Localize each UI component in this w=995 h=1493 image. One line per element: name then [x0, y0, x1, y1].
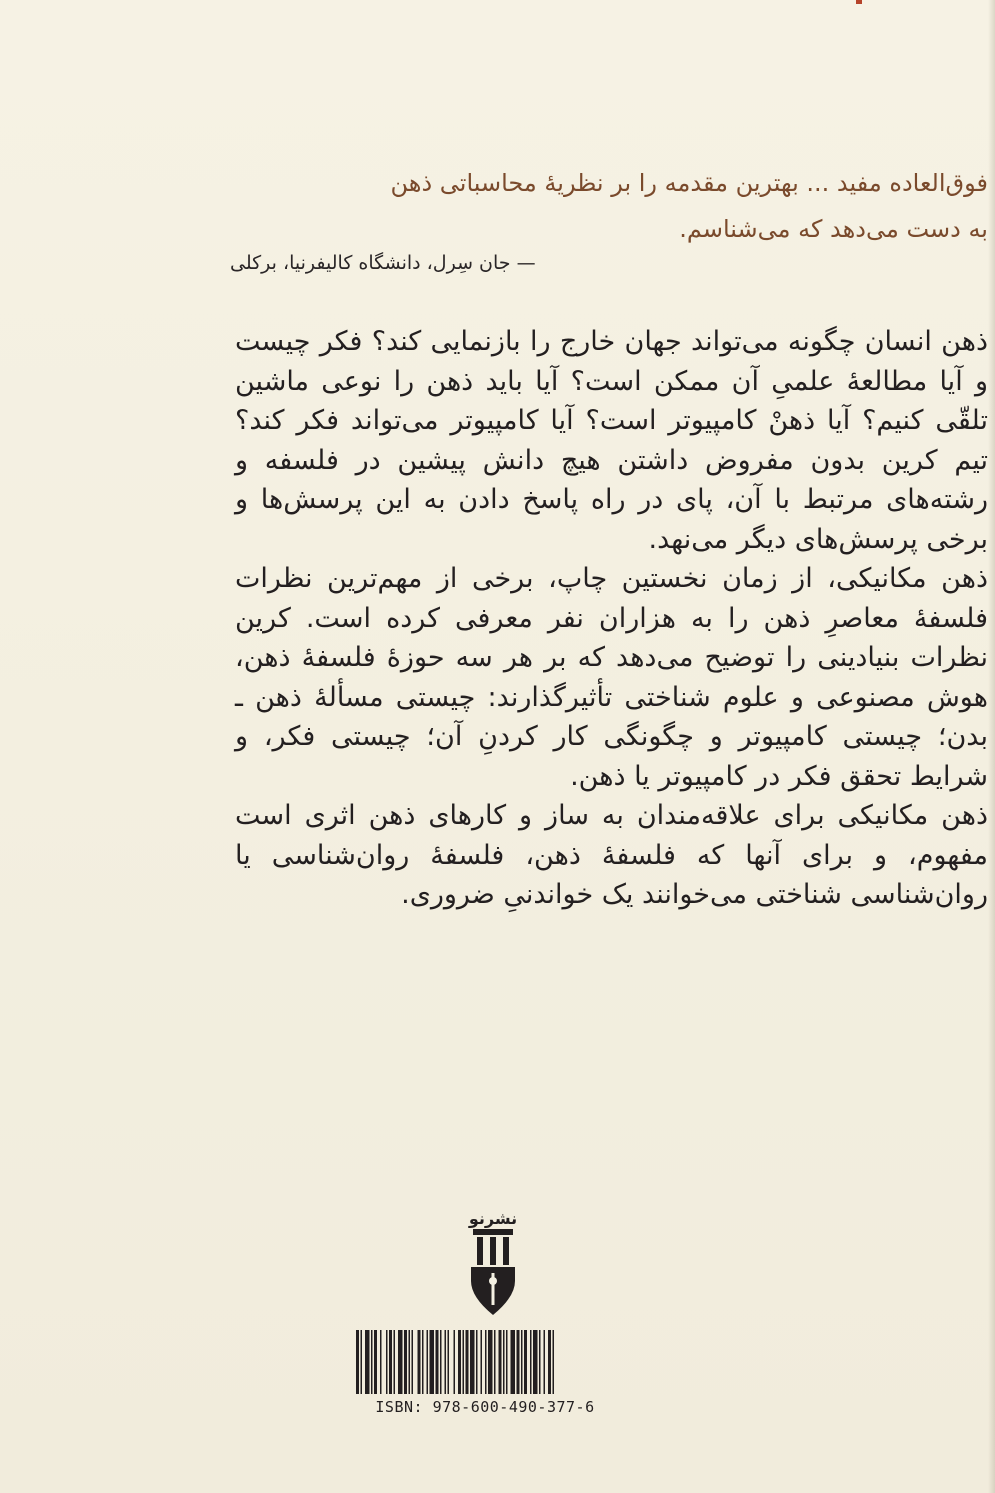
publisher-logo	[453, 1209, 533, 1319]
quote-attribution: — جان سِرل، دانشگاه کالیفرنیا، برکلی	[230, 252, 536, 274]
blurb-line-1: فوق‌العاده مفید ... بهترین مقدمه را بر نظریهٔ محاسباتی ذهن	[390, 169, 988, 197]
barcode-bar	[481, 1330, 483, 1394]
barcode-bar	[361, 1330, 363, 1394]
description-paragraph-1: ذهن انسان چگونه می‌تواند جهان خارج را بازنمایی کند؟ فکر چیست و آیا مطالعهٔ علمیِ آن ممکن است؟ آیا باید ذهن را نوعی ماشین تلقّی کنیم؟ آیا ذهنْ کامپیوتر است؟ آیا کامپیوتر می‌تواند فکر کند؟ تیم کرین بدون مفروض داشتن هیچ دانش پیشین در فلسفه و رشته‌های مرتبط با آن، پای در راه پاسخ دادن به این پرسش‌ها و برخی پرسش‌های دیگر می‌نهد.	[235, 326, 988, 555]
barcode-bar	[548, 1330, 551, 1394]
barcode-bar	[544, 1330, 546, 1394]
barcode-bar	[553, 1330, 555, 1394]
barcode-bar	[463, 1330, 465, 1394]
barcode-bar	[394, 1330, 396, 1394]
barcode-bar	[488, 1330, 493, 1394]
description-paragraph-2: ذهن مکانیکی، از زمان نخستین چاپ، برخی از مهم‌ترین نظرات فلسفهٔ معاصرِ ذهن را به هزاران نفر معرفی کرده است. کرین نظرات بنیادینی را توضیح می‌دهد که بر هر سه حوزهٔ فلسفهٔ ذهن، هوش مصنوعی و علوم شناختی تأثیرگذارند: چیستی مسألهٔ ذهن ـ بدن؛ چیستی کامپیوتر و چگونگی کار کردنِ آن؛ چیستی فکر، و شرایط تحقق فکر در کامپیوتر یا ذهن.	[235, 563, 988, 792]
barcode-bar	[466, 1330, 469, 1394]
barcode-bar	[436, 1330, 439, 1394]
barcode-bar	[503, 1330, 505, 1394]
barcode-bar	[494, 1330, 496, 1394]
publisher-name: نشرنو	[468, 1209, 518, 1228]
barcode-bar	[524, 1330, 527, 1394]
barcode-bar	[398, 1330, 403, 1394]
barcode-bar	[422, 1330, 424, 1394]
barcode-bar	[445, 1330, 447, 1394]
blurb-quote	[235, 160, 988, 252]
barcode-bar	[386, 1330, 388, 1394]
barcode-bar	[404, 1330, 407, 1394]
barcode-bar	[530, 1330, 532, 1394]
barcode-bar	[409, 1330, 411, 1394]
corner-mark	[856, 0, 862, 4]
barcode-bar	[517, 1330, 520, 1394]
barcode-bar	[470, 1330, 475, 1394]
barcode-bar	[454, 1330, 456, 1394]
barcode-bar	[499, 1330, 502, 1394]
barcode-bar	[458, 1330, 461, 1394]
barcode-bar	[365, 1330, 370, 1394]
barcode-bar	[485, 1330, 487, 1394]
spine-shadow	[988, 0, 995, 1493]
barcode-bar	[521, 1330, 523, 1394]
barcode-bar	[380, 1330, 382, 1394]
isbn-barcode	[352, 1330, 618, 1400]
barcode-bar	[412, 1330, 414, 1394]
description	[235, 322, 988, 915]
blurb-line-2: به دست می‌دهد که می‌شناسم.	[679, 215, 988, 243]
description-paragraph-3: ذهن مکانیکی برای علاقه‌مندان به ساز و کارهای ذهن اثری است مفهوم، و برای آنها که فلسفهٔ ذهن، فلسفهٔ روان‌شناسی یا روان‌شناسی شناختی می‌خوانند یک خواندنیِ ضروری.	[235, 800, 988, 910]
barcode-bar	[476, 1330, 478, 1394]
barcode-bar	[506, 1330, 508, 1394]
barcode-bar	[448, 1330, 450, 1394]
barcode-bar	[418, 1330, 421, 1394]
isbn-label: ISBN: 978-600-490-377-6	[375, 1398, 595, 1416]
barcode-bar	[511, 1330, 516, 1394]
barcode-bar	[440, 1330, 442, 1394]
barcode-bar	[533, 1330, 538, 1394]
barcode-bar	[430, 1330, 435, 1394]
barcode-bar	[539, 1330, 541, 1394]
barcode-bar	[427, 1330, 429, 1394]
barcode-bar	[389, 1330, 392, 1394]
barcode-bar	[374, 1330, 377, 1394]
barcode-bar	[371, 1330, 373, 1394]
barcode-bar	[356, 1330, 359, 1394]
pen-nib-icon	[453, 1223, 533, 1323]
